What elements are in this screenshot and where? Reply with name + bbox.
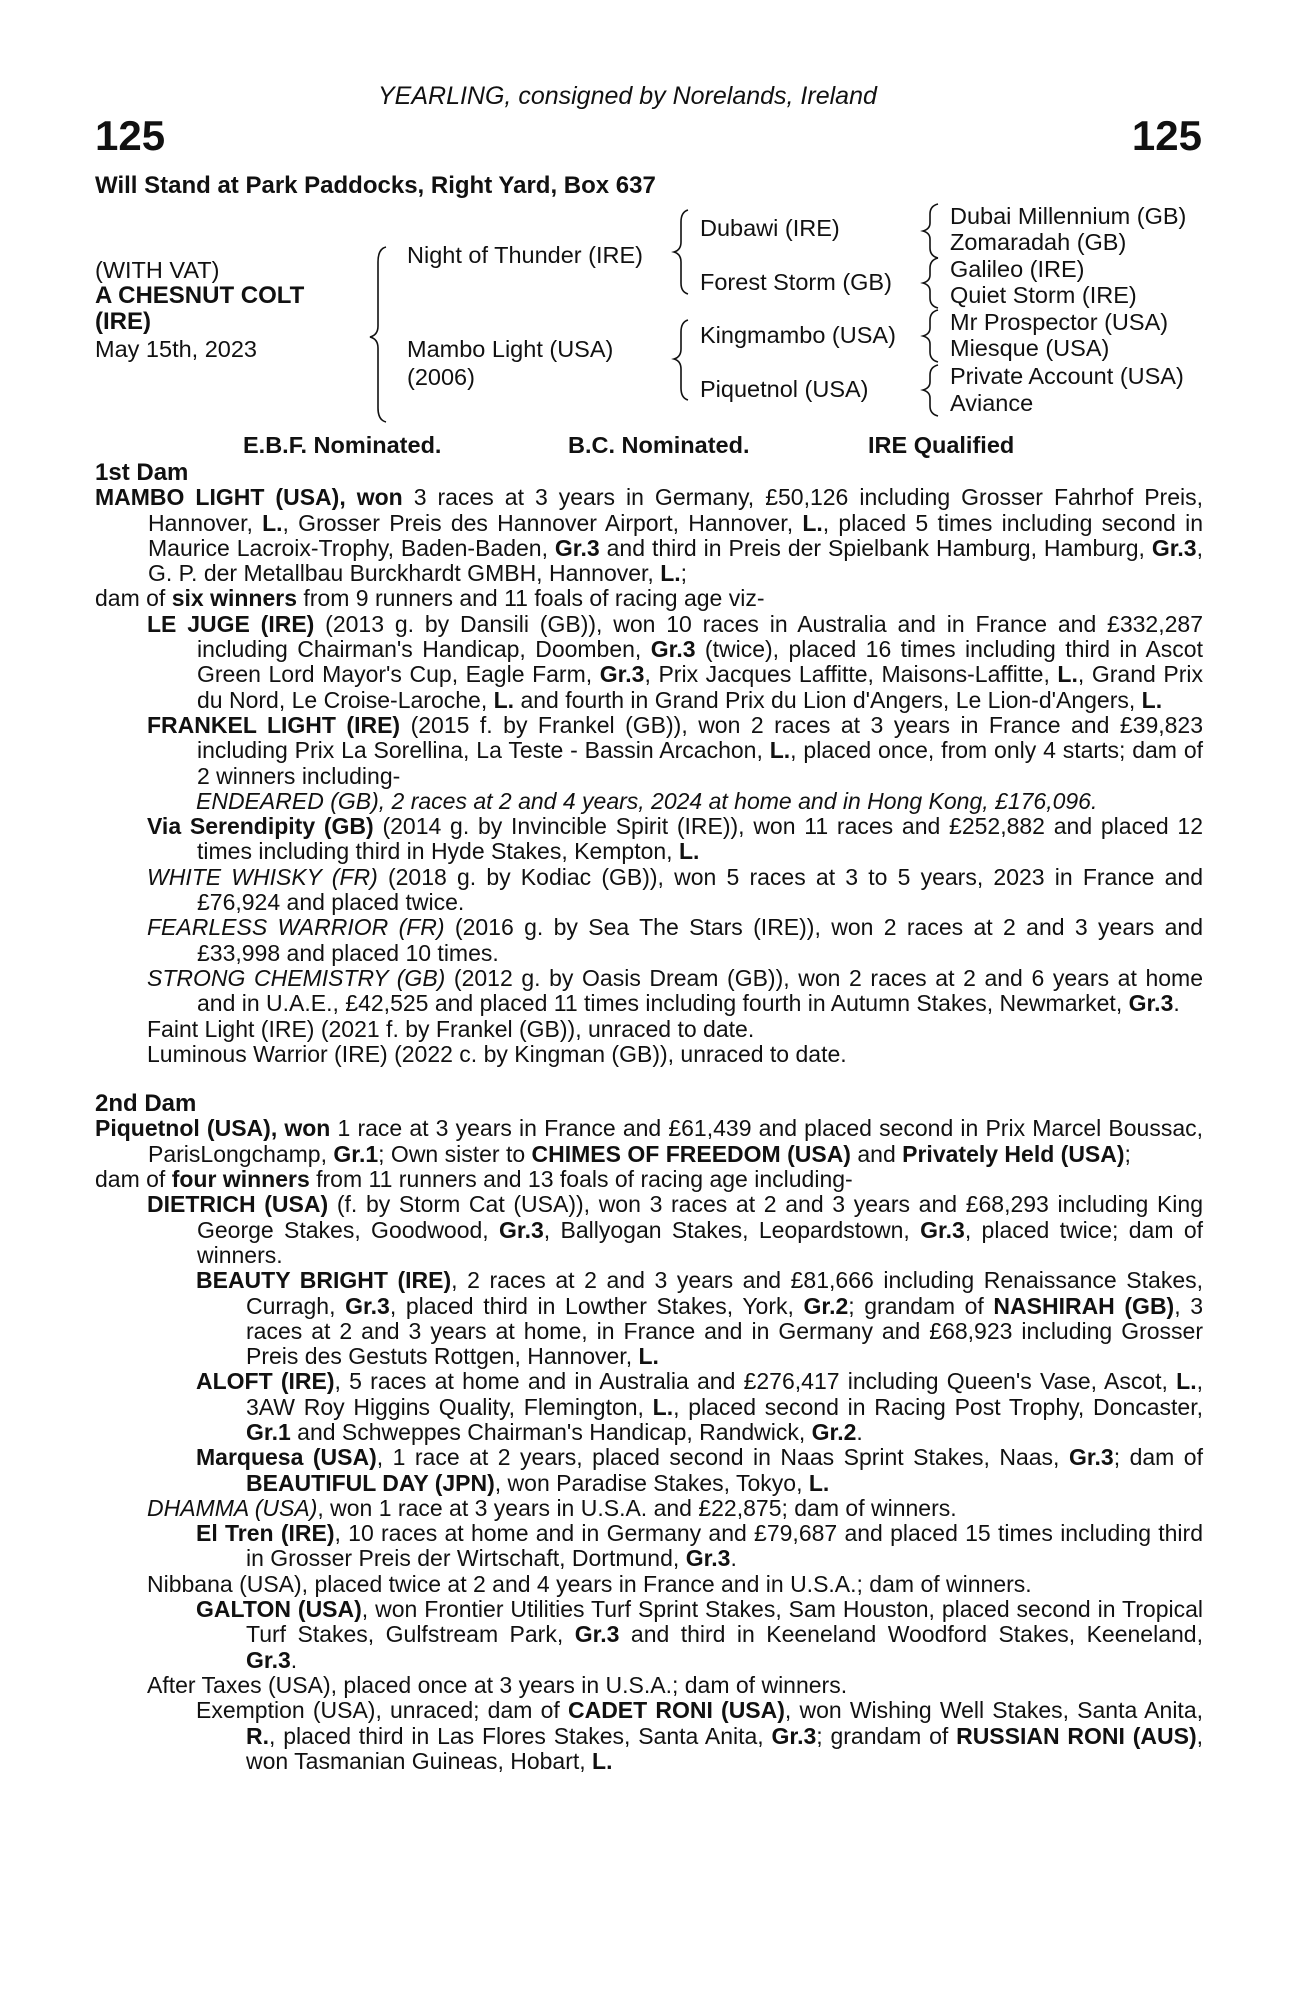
- sire: Night of Thunder (IRE): [407, 242, 643, 268]
- produce-le-juge: LE JUGE (IRE) (2013 g. by Dansili (GB)), won 10 races in Australia and in France and £332,287 including Chairman's Handicap, Doomben, Gr.3 (twice), placed 16 times including third in Ascot Green Lord Mayor's Cup, Eagle Farm, Gr.3, Prix Jacques Laffitte, Maisons-Laffitte, L., Grand Prix du Nord, Le Croise-Laroche, L. and fourth in Grand Prix du Lion d'Angers, Le Lion-d'Angers, L.: [147, 610, 1203, 713]
- produce-aloft: ALOFT (IRE), 5 races at home and in Australia and £276,417 including Queen's Vase, Ascot, L., 3AW Roy Higgins Quality, Flemington, L., placed second in Racing Post Trophy, Doncaster, Gr.1 and Schweppes Chairman's Handicap, Randwick, Gr.2.: [196, 1368, 1203, 1445]
- produce-faint-light: Faint Light (IRE) (2021 f. by Frankel (GB)), unraced to date.: [147, 1015, 755, 1042]
- ebf-nomination: E.B.F. Nominated.: [243, 432, 442, 458]
- produce-dhamma: DHAMMA (USA), won 1 race at 3 years in U.S.A. and £22,875; dam of winners.: [147, 1494, 957, 1521]
- bc-nomination: B.C. Nominated.: [568, 432, 750, 458]
- first-dam-heading: 1st Dam: [95, 459, 189, 486]
- first-dam-name: MAMBO LIGHT (USA): [95, 484, 340, 511]
- dam-sire: Kingmambo (USA): [700, 322, 896, 348]
- produce-endeared: ENDEARED (GB), 2 races at 2 and 4 years, 2024 at home and in Hong Kong, £176,096.: [196, 787, 1098, 814]
- ancestor-7: Private Account (USA): [950, 363, 1184, 389]
- horse-origin: (IRE): [95, 308, 151, 335]
- ancestor-8: Aviance: [950, 390, 1034, 416]
- dam-year: (2006): [407, 364, 475, 390]
- sire-sire: Dubawi (IRE): [700, 215, 840, 241]
- ancestor-3: Galileo (IRE): [950, 256, 1085, 282]
- produce-exemption: Exemption (USA), unraced; dam of CADET RONI (USA), won Wishing Well Stakes, Santa Anita, R., placed third in Las Flores Stakes, Santa Anita, Gr.3; grandam of RUSSIAN RONI (AUS), won Tasmanian Guineas, Hobart, L.: [196, 1697, 1203, 1774]
- first-dam-record: MAMBO LIGHT (USA), won 3 races at 3 years in Germany, £50,126 including Grosser Fahrhof Preis, Hannover, L., Grosser Preis des Hannover Airport, Hannover, L., placed 5 times including second in Maurice Lacroix-Trophy, Baden-Baden, Gr.3 and third in Preis der Spielbank Hamburg, Hamburg, Gr.3, G. P. der Metallbau Burckhardt GMBH, Hannover, L.;: [95, 484, 1204, 587]
- stand-location: Will Stand at Park Paddocks, Right Yard, Box 637: [95, 172, 656, 199]
- produce-via-serendipity: Via Serendipity (GB) (2014 g. by Invincible Spirit (IRE)), won 11 races and £252,882 and placed 12 times including third in Hyde Stakes, Kempton, L.: [147, 813, 1203, 865]
- produce-galton: GALTON (USA), won Frontier Utilities Turf Sprint Stakes, Sam Houston, placed second in Tropical Turf Stakes, Gulfstream Park, Gr.3 and third in Keeneland Woodford Stakes, Keeneland, Gr.3.: [196, 1596, 1204, 1673]
- horse-name: A CHESNUT COLT: [95, 282, 305, 309]
- produce-frankel-light: FRANKEL LIGHT (IRE) (2015 f. by Frankel (GB)), won 2 races at 3 years in France and £39,823 including Prix La Sorellina, La Teste - Bassin Arcachon, L., placed once, from only 4 starts; dam of 2 winners including-: [147, 711, 1203, 789]
- produce-marquesa: Marquesa (USA), 1 race at 2 years, placed second in Naas Sprint Stakes, Naas, Gr.3; dam of BEAUTIFUL DAY (JPN), won Paradise Stakes, Tokyo, L.: [196, 1444, 1203, 1496]
- second-dam-produce-summary: dam of four winners from 11 runners and 13 foals of racing age including-: [95, 1166, 853, 1193]
- lot-number-right: 125: [1131, 112, 1202, 159]
- produce-strong-chemistry: STRONG CHEMISTRY (GB) (2012 g. by Oasis Dream (GB)), won 2 races at 2 and 6 years at home and in U.A.E., £42,525 and placed 11 times including fourth in Autumn Stakes, Newmarket, Gr.3.: [147, 964, 1203, 1017]
- ancestor-2: Zomaradah (GB): [950, 229, 1127, 255]
- ancestor-5: Mr Prospector (USA): [950, 309, 1169, 335]
- produce-beauty-bright: BEAUTY BRIGHT (IRE), 2 races at 2 and 3 years and £81,666 including Renaissance Stakes, Curragh, Gr.3, placed third in Lowther Stakes, York, Gr.2; grandam of NASHIRAH (GB), 3 races at 2 and 3 years at home, in France and in Germany and £68,923 including Grosser Preis des Gestuts Rottgen, Hannover, L.: [196, 1267, 1204, 1370]
- produce-dietrich: DIETRICH (USA) (f. by Storm Cat (USA)), won 3 races at 2 and 3 years and £68,293 including King George Stakes, Goodwood, Gr.3, Ballyogan Stakes, Leopardstown, Gr.3, placed twice; dam of winners.: [147, 1191, 1204, 1268]
- consignor-header: YEARLING, consigned by Norelands, Ireland: [378, 82, 877, 110]
- produce-after-taxes: After Taxes (USA), placed once at 3 years in U.S.A.; dam of winners.: [147, 1671, 848, 1698]
- lot-number-left: 125: [95, 112, 166, 159]
- first-dam-won: won: [356, 484, 403, 511]
- ire-qualified: IRE Qualified: [868, 432, 1015, 458]
- ancestor-4: Quiet Storm (IRE): [950, 282, 1137, 308]
- second-dam-record: Piquetnol (USA), won 1 race at 3 years in France and £61,439 and placed second in Prix Marcel Boussac, ParisLongchamp, Gr.1; Own sister to CHIMES OF FREEDOM (USA) and Privately Held (USA);: [95, 1115, 1204, 1167]
- produce-luminous-warrior: Luminous Warrior (IRE) (2022 c. by Kingman (GB)), unraced to date.: [147, 1040, 847, 1067]
- ancestor-1: Dubai Millennium (GB): [950, 203, 1187, 229]
- foaled-date: May 15th, 2023: [95, 336, 257, 362]
- ancestor-6: Miesque (USA): [950, 335, 1110, 361]
- produce-fearless-warrior: FEARLESS WARRIOR (FR) (2016 g. by Sea The Stars (IRE)), won 2 races at 2 and 3 years and £33,998 and placed 10 times.: [147, 914, 1203, 966]
- first-dam-produce-summary: dam of six winners from 9 runners and 11 foals of racing age viz-: [95, 585, 765, 612]
- dam: Mambo Light (USA): [407, 336, 614, 362]
- second-dam-heading: 2nd Dam: [95, 1090, 197, 1118]
- pedigree-notes: [95, 460, 1203, 1774]
- sire-dam: Forest Storm (GB): [700, 269, 892, 295]
- vat-label: (WITH VAT): [95, 257, 220, 283]
- dam-dam: Piquetnol (USA): [700, 376, 869, 402]
- produce-white-whisky: WHITE WHISKY (FR) (2018 g. by Kodiac (GB)), won 5 races at 3 to 5 years, 2023 in France and £76,924 and placed twice.: [147, 863, 1203, 916]
- produce-el-tren: El Tren (IRE), 10 races at home and in Germany and £79,687 and placed 15 times including third in Grosser Preis der Wirtschaft, Dortmund, Gr.3.: [196, 1520, 1203, 1572]
- produce-nibbana: Nibbana (USA), placed twice at 2 and 4 years in France and in U.S.A.; dam of winners.: [147, 1570, 1032, 1597]
